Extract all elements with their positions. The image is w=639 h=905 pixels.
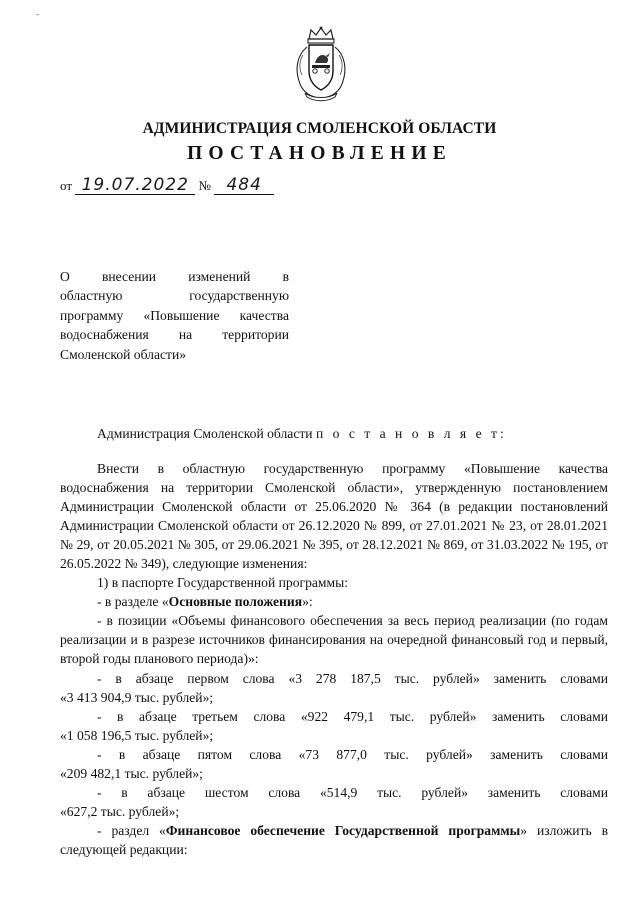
section-suffix: »:: [302, 594, 313, 610]
document-type: ПОСТАНОВЛЕНИЕ: [187, 143, 452, 164]
document-body: [60, 459, 608, 859]
item-1: 1) в паспорте Государственной программы:: [97, 575, 349, 591]
paragraph-6-value: «627,2 тыс. рублей»;: [60, 803, 180, 819]
number-prefix: №: [198, 178, 211, 193]
paragraph-5-value: «209 482,1 тыс. рублей»;: [60, 765, 203, 781]
corner-mark: -: [36, 9, 39, 19]
financing-section-name: Финансовое обеспечение Государственной программы: [165, 822, 521, 838]
preamble-org: Администрация Смоленской области: [97, 426, 313, 441]
subject-line: программу «Повышение качества: [60, 307, 289, 323]
paragraph-3-value: «1 058 196,5 тыс. рублей»;: [60, 727, 214, 743]
paragraph-3-change: - в абзаце третьем слова «922 479,1 тыс. рублей» заменить словами: [97, 708, 608, 724]
paragraph-1-change: - в абзаце первом слова «3 278 187,5 тыс. рублей» заменить словами: [97, 670, 608, 686]
financing-suffix: » изложить в следующей редакции:: [60, 822, 608, 857]
intro-paragraph: Внести в областную государственную программу «Повышение качества водоснабжения на территории Смоленской области», утвержденную постановлением Администрации Смоленской области от 25.06.2020 № 364 (в редакции постановлений Администрации Смоленской области от 26.12.2020 № 899, от 27.01.2021 № 23, от 28.01.2021 № 29, от 20.05.2021 № 305, от 29.06.2021 № 395, от 28.12.2021 № 869, от 31.03.2022 № 195, от 26.05.2022 № 349), следующие изменения:: [60, 461, 608, 572]
date-number-line: [60, 176, 274, 195]
preamble-verb: п о с т а н о в л я е т:: [315, 426, 507, 441]
paragraph-1-value: «3 413 904,9 тыс. рублей»;: [60, 689, 214, 705]
financing-prefix: - раздел «: [97, 822, 166, 838]
subject-line: Смоленской области»: [60, 346, 187, 362]
paragraph-5-change: - в абзаце пятом слова «73 877,0 тыс. рублей» заменить словами: [97, 746, 608, 762]
subject-line: областную государственную: [60, 288, 289, 304]
section-prefix: - в разделе «: [97, 594, 169, 610]
position-paragraph: - в позиции «Объемы финансового обеспечения за весь период реализации (по годам реализации и в разрезе источников финансирования на очередной финансовый год и первый, второй годы планового периода)»:: [60, 613, 608, 667]
preamble: [97, 426, 507, 442]
coat-of-arms-emblem: [291, 25, 351, 103]
date-prefix: от: [60, 178, 73, 193]
document-number: 484: [214, 176, 274, 195]
paragraph-6-change: - в абзаце шестом слова «514,9 тыс. рублей» заменить словами: [97, 784, 608, 800]
financing-section-line: [60, 821, 608, 859]
subject-block: [60, 267, 289, 364]
section-line: [60, 592, 608, 611]
subject-line: О внесении изменений в: [60, 269, 289, 284]
organization-name: АДМИНИСТРАЦИЯ СМОЛЕНСКОЙ ОБЛАСТИ: [142, 120, 497, 137]
section-name: Основные положения: [168, 594, 303, 610]
document-date: 19.07.2022: [75, 176, 195, 195]
subject-line: водоснабжения на территории: [60, 327, 289, 343]
